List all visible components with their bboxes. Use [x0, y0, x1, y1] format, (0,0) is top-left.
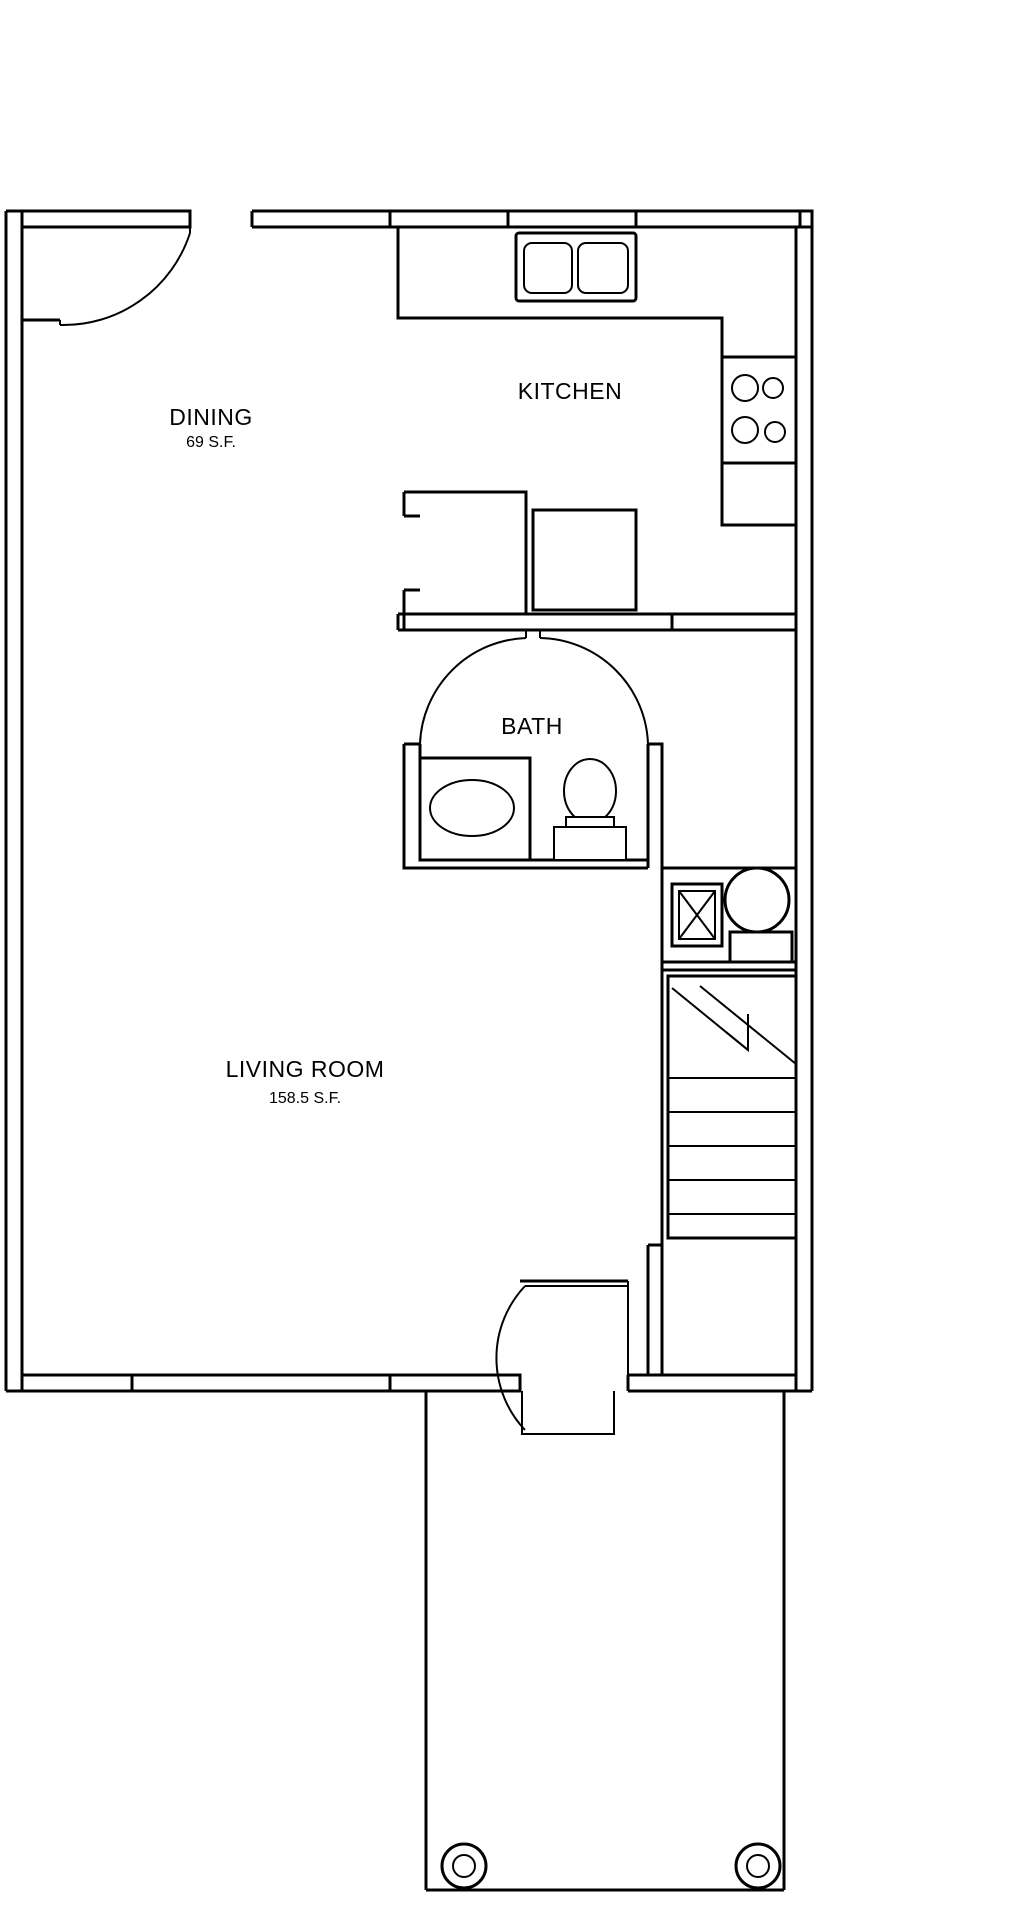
- sink-basin-left: [524, 243, 572, 293]
- cooktop-range: [722, 357, 796, 463]
- room-labels: [169, 378, 622, 1107]
- room-label-living-room: LIVING ROOM: [225, 1056, 385, 1082]
- sink-basin-right: [578, 243, 628, 293]
- bathtub: [420, 758, 530, 860]
- washer: [672, 884, 722, 946]
- kitchen-area: [398, 227, 796, 630]
- room-label-bath: BATH: [501, 713, 563, 739]
- staircase: [648, 970, 796, 1375]
- exterior-patio: [426, 1391, 784, 1890]
- room-label-dining: DINING: [169, 404, 253, 430]
- entry-door-swing: [496, 1281, 628, 1434]
- bath-area: [404, 630, 662, 970]
- dryer: [725, 868, 792, 962]
- kitchen-lower-cabinet: [533, 510, 636, 610]
- toilet: [554, 759, 626, 860]
- room-area-dining: 69 S.F.: [186, 434, 236, 451]
- laundry-area: [662, 868, 796, 970]
- room-area-living-room: 158.5 S.F.: [268, 1090, 342, 1107]
- dining-door-swing: [22, 227, 190, 325]
- room-label-kitchen: KITCHEN: [517, 378, 623, 404]
